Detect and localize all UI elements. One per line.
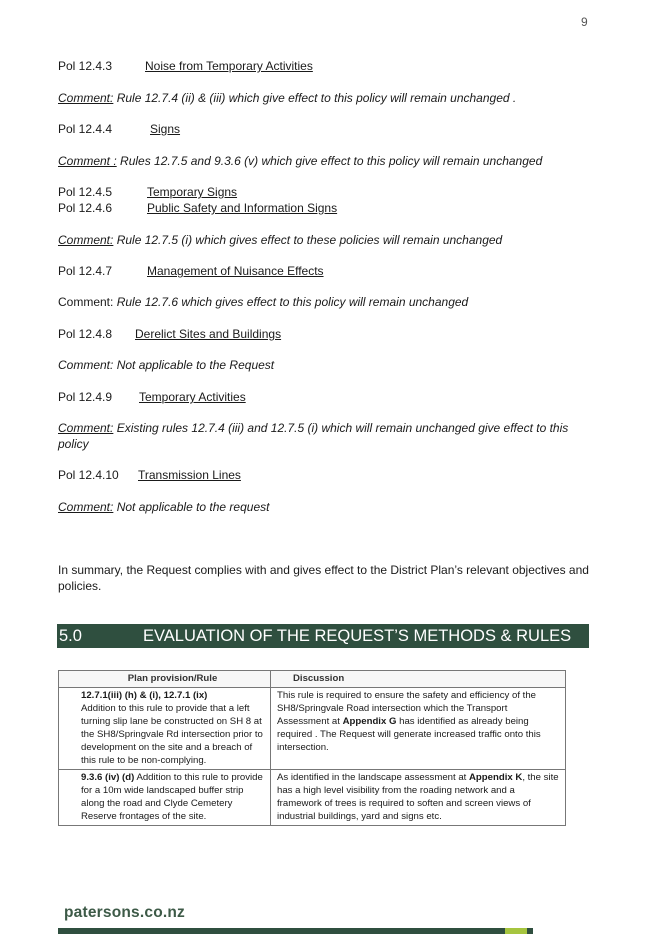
footer-bar (58, 928, 533, 934)
rule-cell (59, 688, 271, 770)
comment (58, 154, 542, 168)
comment (58, 91, 516, 105)
policy-number: Pol 12.4.5 (58, 185, 113, 199)
policy-title: Management of Nuisance Effects (147, 264, 324, 278)
comment-lead: Comment: (58, 91, 114, 105)
policy-heading (58, 390, 246, 404)
policy-number: Pol 12.4.4 (58, 122, 113, 136)
comment-text: Not applicable to the request (113, 500, 270, 514)
comment (58, 233, 502, 247)
rules-table (58, 670, 566, 826)
rule-cell (59, 770, 271, 826)
policy-number: Pol 12.4.7 (58, 264, 113, 278)
policy-number: Pol 12.4.6 (58, 201, 113, 215)
policy-title: Temporary Activities (139, 390, 246, 404)
policy-title: Transmission Lines (138, 468, 241, 482)
rule-reference: 12.7.1(iii) (h) & (i), 12.7.1 (ix) (81, 690, 208, 701)
table-header-row (59, 671, 566, 688)
table-row (59, 770, 566, 826)
discussion-text: This rule is required to ensure the safety and efficiency of the SH8/Springvale Road intersection which the Transport Assessment at (277, 690, 536, 727)
comment-text: Rule 12.7.5 (i) which gives effect to these policies will remain unchanged (113, 233, 503, 247)
policy-heading (58, 468, 241, 482)
discussion-text: , the site has a high level visibility from the roading network and a framework of trees is required to soften and screen views of industrial buildings, yard and signs etc. (277, 772, 559, 822)
comment-lead: Comment: (58, 421, 114, 435)
policy-heading (58, 59, 313, 73)
discussion-cell (271, 770, 566, 826)
comment-text: Existing rules 12.7.4 (iii) and 12.7.5 (i) which will remain unchanged give effect to this policy (58, 421, 569, 451)
policy-title: Derelict Sites and Buildings (135, 327, 282, 341)
policy-number: Pol 12.4.3 (58, 59, 113, 73)
comment (58, 500, 269, 514)
comment-text: Not applicable to the Request (113, 358, 275, 372)
policy-title: Public Safety and Information Signs (147, 201, 338, 215)
policy-title: Noise from Temporary Activities (145, 59, 313, 73)
discussion-text: As identified in the landscape assessment at (277, 772, 469, 783)
policy-title: Temporary Signs (147, 185, 238, 199)
section-heading (57, 624, 589, 648)
comment-lead: Comment: (58, 358, 114, 372)
comment-lead: Comment: (58, 233, 114, 247)
discussion-text: has identified as already being required . The Request will generate increased traffic onto this intersection. (277, 716, 541, 753)
comment (58, 420, 593, 452)
policy-number: Pol 12.4.10 (58, 468, 119, 482)
comment-lead: Comment : (58, 154, 117, 168)
policy-heading (58, 122, 181, 136)
comment-lead: Comment: (58, 500, 114, 514)
policy-heading (58, 327, 282, 341)
page-number: 9 (581, 15, 588, 29)
comment-text: Rules 12.7.5 and 9.3.6 (v) which give effect to this policy will remain unchanged (116, 154, 543, 168)
rule-text: Addition to this rule to provide that a left turning slip lane be constructed on SH 8 at the SH8/Springvale Rd intersection prior to development on the site and a breach of this rule to be non-complying. (81, 703, 263, 766)
table-row (59, 688, 566, 770)
policy-number: Pol 12.4.8 (58, 327, 113, 341)
rule-reference: 9.3.6 (iv) (d) (81, 772, 135, 783)
policy-number: Pol 12.4.9 (58, 390, 113, 404)
comment (58, 295, 468, 309)
discussion-cell (271, 688, 566, 770)
policy-heading (58, 264, 324, 278)
section-number: 5.0 (59, 627, 82, 645)
comment-lead: Comment: (58, 295, 114, 309)
policy-title: Signs (150, 122, 181, 136)
column-header: Discussion (271, 671, 566, 688)
comment (58, 358, 274, 372)
summary-paragraph: In summary, the Request complies with and gives effect to the District Plan’s relevant objectives and policies. (58, 563, 589, 593)
footer-logo[interactable]: patersons.co.nz (64, 904, 185, 921)
footer-accent (505, 928, 527, 934)
rule-text: Addition to this rule to provide for a 10m wide landscaped buffer strip along the road and Clyde Cemetery Reserve frontages of the site. (81, 772, 263, 822)
policy-heading (58, 185, 238, 199)
column-header: Plan provision/Rule (59, 671, 271, 688)
appendix-reference: Appendix G (342, 716, 397, 727)
comment-text: Rule 12.7.6 which gives effect to this policy will remain unchanged (113, 295, 469, 309)
appendix-reference: Appendix K (469, 772, 523, 783)
policy-heading (58, 201, 338, 215)
comment-text: Rule 12.7.4 (ii) & (iii) which give effect to this policy will remain unchanged . (113, 91, 517, 105)
section-title: EVALUATION OF THE REQUEST’S METHODS & RULES (143, 627, 572, 645)
